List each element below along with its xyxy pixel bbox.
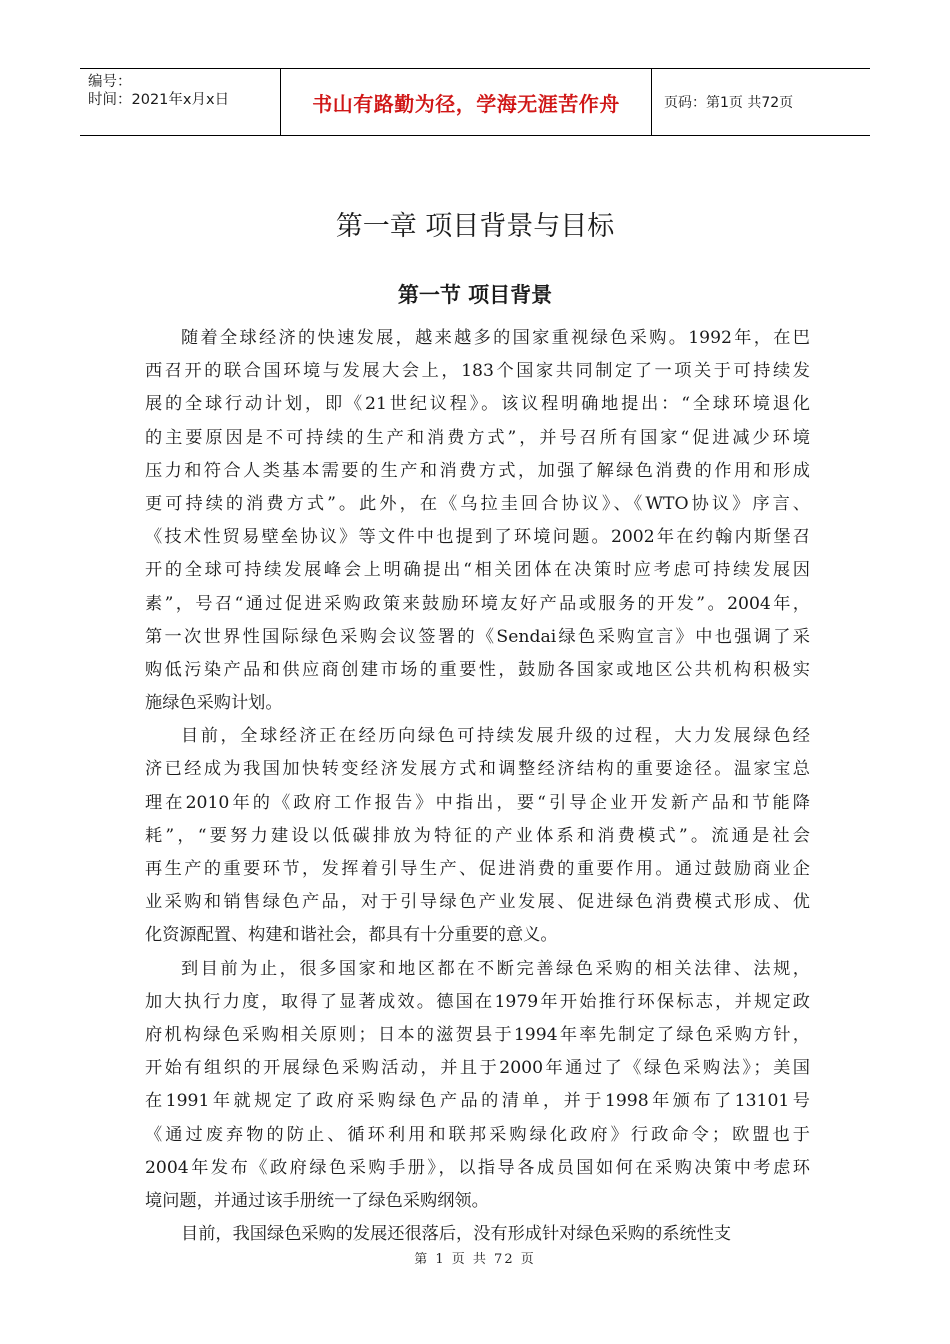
paragraph-line: 境问题，并通过该手册统一了绿色采购纲领。: [145, 1190, 489, 1211]
chapter-title: 第一章 项目背景与目标: [335, 211, 615, 242]
paragraph-line: 开的全球可持续发展峰会上明确提出“相关团体在决策时应考虑可持续发展因: [145, 560, 810, 581]
paragraph-line: 开始有组织的开展绿色采购活动，并且于2000年通过了《绿色采购法》；美国: [145, 1058, 810, 1079]
header-motto-cell: [281, 69, 652, 135]
paragraph-line: 加大执行力度，取得了显著成效。德国在1979年开始推行环保标志，并规定政: [145, 991, 810, 1012]
page-footer: 第 1 页 共 72 页: [414, 1252, 536, 1267]
paragraph-line: 府机构绿色采购相关原则；日本的滋贺县于1994年率先制定了绿色采购方针，: [145, 1024, 810, 1045]
paragraph: [145, 1218, 810, 1251]
paragraph-line: 购低污染产品和供应商创建市场的重要性，鼓励各国家或地区公共机构积极实: [145, 659, 810, 680]
paragraph-line: 目前，我国绿色采购的发展还很落后，没有形成针对绿色采购的系统性支: [181, 1224, 732, 1245]
paragraph-line: 素”，号召“通过促进采购政策来鼓励环境友好产品或服务的开发”。2004年，: [145, 593, 810, 614]
paragraph-line: 到目前为止，很多国家和地区都在不断完善绿色采购的相关法律、法规，: [181, 958, 810, 979]
paragraph-line: 第一次世界性国际绿色采购会议签署的《Sendai绿色采购宣言》中也强调了采: [145, 626, 810, 647]
paragraph-line: 再生产的重要环节，发挥着引导生产、促进消费的重要作用。通过鼓励商业企: [145, 859, 810, 879]
paragraph-line: 业采购和销售绿色产品，对于引导绿色产业发展、促进绿色消费模式形成、优: [145, 892, 810, 913]
paragraph-line: 随着全球经济的快速发展，越来越多的国家重视绿色采购。1992年，在巴: [181, 328, 810, 348]
document-number: 编号：: [88, 74, 132, 90]
paragraph-line: 耗”，“要努力建设以低碳排放为特征的产业体系和消费模式”。流通是社会: [145, 825, 810, 846]
paragraph-line: 2004年发布《政府绿色采购手册》，以指导各成员国如何在采购决策中考虑环: [145, 1157, 810, 1178]
paragraph-line: 施绿色采购计划。: [145, 693, 283, 714]
paragraph-line: 《技术性贸易壁垒协议》等文件中也提到了环境问题。2002年在约翰内斯堡召: [145, 527, 810, 548]
paragraph: [145, 953, 810, 1219]
paragraph-line: 在1991年就规定了政府采购绿色产品的清单，并于1998年颁布了13101号: [145, 1091, 810, 1112]
paragraph-line: 更可持续的消费方式”。此外，在《乌拉圭回合协议》、《WTO协议》序言、: [145, 493, 810, 514]
section-title: 第一节 项目背景: [397, 283, 553, 307]
paragraph-line: 的主要原因是不可持续的生产和消费方式”，并号召所有国家“促进减少环境: [145, 427, 810, 448]
paragraph-line: 《通过废弃物的防止、循环利用和联邦采购绿化政府》行政命令；欧盟也于: [145, 1124, 810, 1145]
paragraph: [145, 720, 810, 952]
body-text: [145, 322, 810, 1251]
paragraph-line: 展的全球行动计划，即《21世纪议程》。该议程明确地提出：“全球环境退化: [145, 394, 810, 415]
header-meta-cell: [80, 69, 281, 135]
paragraph-line: 化资源配置、构建和谐社会，都具有十分重要的意义。: [145, 925, 558, 946]
header-table: [80, 68, 870, 136]
header-page-info: 页码：第1页 共72页: [664, 95, 794, 111]
paragraph-line: 理在2010年的《政府工作报告》中指出，要“引导企业开发新产品和节能降: [145, 792, 810, 813]
paragraph-line: 济已经成为我国加快转变经济发展方式和调整经济结构的重要途径。温家宝总: [145, 759, 810, 780]
document-time: 时间：2021年x月x日: [88, 92, 230, 108]
header-motto: 书山有路勤为径，学海无涯苦作舟: [312, 91, 620, 116]
header-page-cell: [652, 69, 870, 135]
paragraph-line: 西召开的联合国环境与发展大会上，183个国家共同制定了一项关于可持续发: [145, 361, 810, 382]
paragraph-line: 目前，全球经济正在经历向绿色可持续发展升级的过程，大力发展绿色经: [181, 726, 810, 747]
paragraph: [145, 322, 810, 720]
paragraph-line: 压力和符合人类基本需要的生产和消费方式，加强了解绿色消费的作用和形成: [145, 460, 810, 481]
